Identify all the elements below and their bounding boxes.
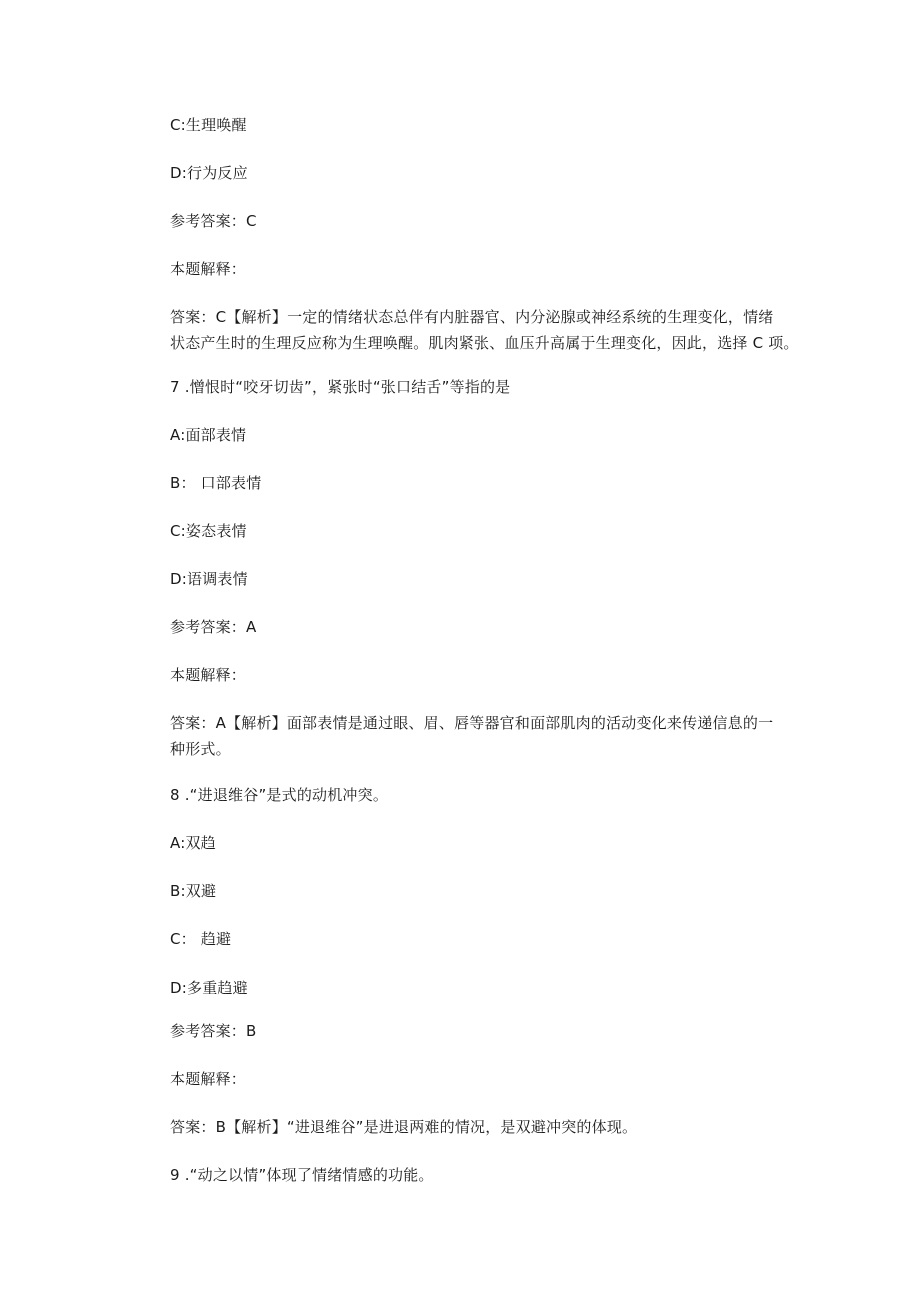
q8-option-c: C： 趋避 <box>170 930 232 948</box>
q8-explanation-line1: 答案：B【解析】“进退维谷”是进退两难的情况，是双避冲突的体现。 <box>170 1118 638 1136</box>
q8-explain-label: 本题解释： <box>170 1070 247 1088</box>
q7-option-c: C:姿态表情 <box>170 522 247 540</box>
q6-answer: 参考答案：C <box>170 212 257 230</box>
q7-option-d: D:语调表情 <box>170 570 248 588</box>
q6-explain-label: 本题解释： <box>170 260 247 278</box>
q7-explanation-line1: 答案：A【解析】面部表情是通过眼、眉、唇等器官和面部肌肉的活动变化来传递信息的一 <box>170 714 774 732</box>
q7-question: 7 .憎恨时“咬牙切齿”，紧张时“张口结舌”等指的是 <box>170 378 511 396</box>
q8-answer: 参考答案：B <box>170 1022 257 1040</box>
q6-option-c: C:生理唤醒 <box>170 116 247 134</box>
q7-option-a: A:面部表情 <box>170 426 247 444</box>
q7-explanation-line2: 种形式。 <box>170 740 231 758</box>
q6-option-d: D:行为反应 <box>170 164 248 182</box>
q6-explanation-line1: 答案：C【解析】一定的情绪状态总伴有内脏器官、内分泌腺或神经系统的生理变化，情绪 <box>170 308 774 326</box>
q6-explanation <box>170 304 799 356</box>
q8-option-d: D:多重趋避 <box>170 979 248 997</box>
q7-explain-label: 本题解释： <box>170 666 247 684</box>
q8-question: 8 .“进退维谷”是式的动机冲突。 <box>170 786 389 804</box>
q7-explanation <box>170 710 774 762</box>
q6-explanation-line2: 状态产生时的生理反应称为生理唤醒。肌肉紧张、血压升高属于生理变化，因此，选择 C 项。 <box>170 334 799 352</box>
q7-answer: 参考答案：A <box>170 618 257 636</box>
q8-option-b: B:双避 <box>170 882 217 900</box>
q7-option-b: B： 口部表情 <box>170 474 262 492</box>
q9-question: 9 .“动之以情”体现了情绪情感的功能。 <box>170 1166 434 1184</box>
q8-option-a: A:双趋 <box>170 834 216 852</box>
